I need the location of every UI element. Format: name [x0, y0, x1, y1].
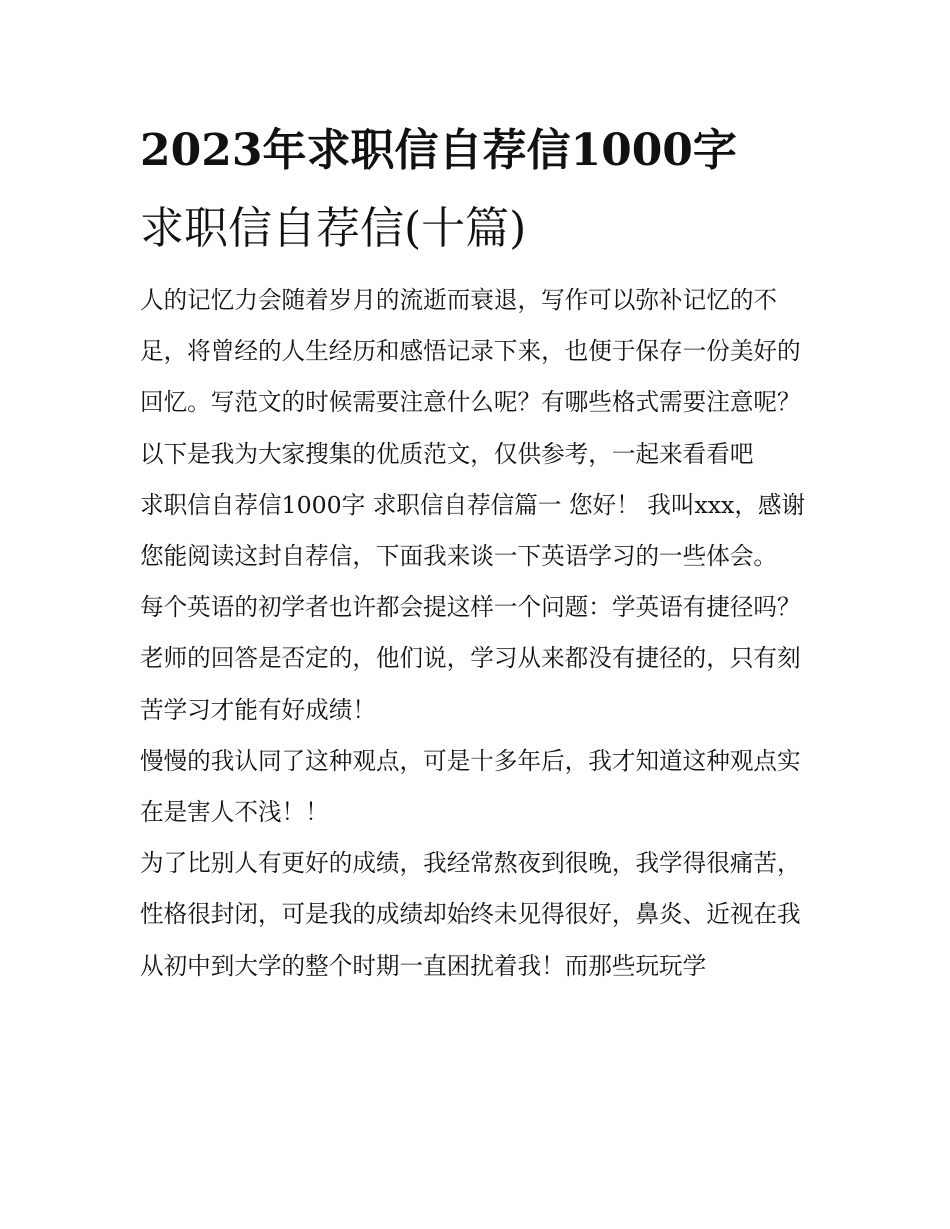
title-line-1: 2023年求职信自荐信1000字	[140, 125, 737, 176]
paragraph-agreement: 慢慢的我认同了这种观点，可是十多年后，我才知道这种观点实在是害人不浅！！	[140, 746, 801, 827]
document-title	[140, 112, 830, 268]
paragraph-question: 每个英语的初学者也许都会提这样一个问题：学英语有捷径吗？老师的回答是否定的，他们说，学习从来都没有捷径的，只有刻苦学习才能有好成绩！	[140, 593, 801, 724]
paragraph-greeting: 求职信自荐信1000字 求职信自荐信篇一 您好！ 我叫xxx，感谢您能阅读这封自荐信，下面我来谈一下英语学习的一些体会。	[140, 490, 806, 571]
paragraph-experience: 为了比别人有更好的成绩，我经常熬夜到很晚，我学得很痛苦，性格很封闭，可是我的成绩却始终未见得很好，鼻炎、近视在我从初中到大学的整个时期一直困扰着我！而那些玩玩学	[140, 849, 801, 980]
paragraph-intro: 人的记忆力会随着岁月的流逝而衰退，写作可以弥补记忆的不足，将曾经的人生经历和感悟记录下来，也便于保存一份美好的回忆。写范文的时候需要注意什么呢？有哪些格式需要注意呢？以下是我为大家搜集的优质范文，仅供参考，一起来看看吧	[140, 286, 801, 468]
title-line-2: 求职信自荐信(十篇)	[140, 203, 527, 254]
document-body	[140, 275, 815, 992]
